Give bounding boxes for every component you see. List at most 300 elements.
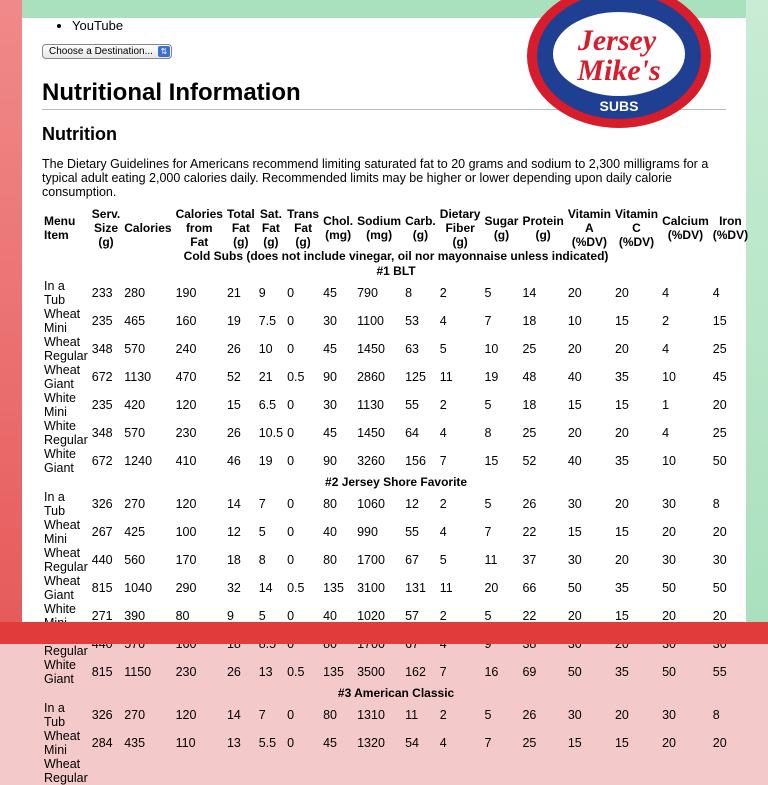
value-cell: 290 <box>175 580 197 595</box>
table-row <box>42 363 750 391</box>
value-cell: 1060 <box>357 496 385 511</box>
value-cell: 45 <box>323 735 337 750</box>
value-cell: 64 <box>405 425 419 440</box>
value-cell: 69 <box>522 664 537 679</box>
value-cell: 2 <box>439 285 447 300</box>
nutrition-table <box>42 207 750 785</box>
value-cell: 0 <box>287 707 295 722</box>
value-cell: 30 <box>662 552 676 567</box>
value-cell: 280 <box>124 285 146 300</box>
menu-item-cell: Wheat Regular <box>44 757 88 785</box>
value-cell: 14 <box>258 580 273 595</box>
menu-item-cell: White Mini <box>44 391 76 419</box>
value-cell: 990 <box>357 524 378 539</box>
value-cell: 50 <box>712 580 727 595</box>
value-cell: 410 <box>175 453 197 468</box>
column-header-line: (g) <box>452 235 468 249</box>
destination-select-label: Choose a Destination... <box>49 46 153 57</box>
value-cell: 26 <box>522 707 537 722</box>
table-row <box>42 307 750 335</box>
value-cell: 30 <box>567 707 582 722</box>
value-cell: 12 <box>226 524 241 539</box>
value-cell: 45 <box>323 425 337 440</box>
value-cell: 2 <box>439 397 447 412</box>
value-cell: 5 <box>484 397 492 412</box>
menu-item-cell: Wheat Giant <box>44 574 81 602</box>
value-cell: 50 <box>712 453 727 468</box>
column-header <box>285 207 321 249</box>
menu-item-cell: Wheat Mini <box>44 729 81 757</box>
value-cell: 1130 <box>124 369 152 384</box>
column-header-line: Fat <box>231 221 250 235</box>
nav-link-youtube[interactable]: • YouTube <box>72 18 726 34</box>
value-cell: 52 <box>226 369 241 384</box>
value-cell: 45 <box>323 341 337 356</box>
value-cell: 20 <box>614 707 629 722</box>
column-header-line: Fiber <box>445 221 475 235</box>
value-cell: 4 <box>662 425 670 440</box>
value-cell: 235 <box>91 397 113 412</box>
value-cell: 5.5 <box>258 735 277 750</box>
value-cell: 67 <box>405 552 419 567</box>
column-header-line: C <box>632 221 641 235</box>
menu-item-cell: Wheat Regular <box>44 546 88 574</box>
value-cell: 35 <box>614 580 629 595</box>
value-cell: 52 <box>522 453 537 468</box>
value-cell: 50 <box>662 580 676 595</box>
value-cell <box>285 757 321 785</box>
table-row <box>42 729 750 757</box>
value-cell <box>613 757 660 785</box>
column-header-line: (g) <box>493 228 510 242</box>
content <box>42 18 749 785</box>
value-cell: 20 <box>567 341 582 356</box>
value-cell: 1 <box>662 397 670 412</box>
value-cell: 18 <box>226 552 241 567</box>
value-cell: 14 <box>226 707 241 722</box>
value-cell: 7 <box>439 664 447 679</box>
value-cell: 18 <box>522 313 537 328</box>
value-cell: 40 <box>323 524 337 539</box>
column-header-line: (g) <box>233 235 249 249</box>
value-cell: 35 <box>614 664 629 679</box>
value-cell: 0 <box>287 608 295 623</box>
value-cell: 57 <box>405 608 419 623</box>
column-header-line: Sodium <box>357 214 402 228</box>
table-row <box>42 518 750 546</box>
destination-select[interactable] <box>42 44 172 59</box>
value-cell <box>355 757 403 785</box>
frame-left <box>0 0 22 644</box>
value-cell: 26 <box>522 496 537 511</box>
value-cell: 570 <box>124 341 146 356</box>
value-cell: 19 <box>226 313 241 328</box>
value-cell: 15 <box>614 608 629 623</box>
logo-top-text: SINCE 1956 <box>596 14 642 23</box>
table-row <box>42 419 750 447</box>
table-row <box>42 574 750 602</box>
column-header <box>520 207 565 249</box>
value-cell: 120 <box>175 397 197 412</box>
value-cell: 7 <box>258 496 266 511</box>
table-row <box>42 757 750 785</box>
value-cell: 20 <box>614 285 629 300</box>
value-cell: 790 <box>357 285 378 300</box>
value-cell: 8 <box>712 707 720 722</box>
column-header-line: Calories <box>175 207 223 221</box>
value-cell: 3100 <box>357 580 385 595</box>
menu-item-cell: White Regular <box>44 419 88 447</box>
value-cell: 18 <box>522 397 537 412</box>
value-cell: 20 <box>567 285 582 300</box>
column-header-line: Serv. <box>91 207 121 221</box>
menu-item-cell: In a Tub <box>44 701 66 729</box>
value-cell: 13 <box>258 664 273 679</box>
table-row <box>42 279 750 307</box>
value-cell: 10 <box>662 369 676 384</box>
value-cell: 4 <box>439 735 447 750</box>
value-cell: 170 <box>175 552 197 567</box>
column-header <box>482 207 520 249</box>
value-cell: 1130 <box>357 397 384 412</box>
column-header-line: Chol. <box>323 214 354 228</box>
menu-item-cell: White <box>44 602 76 616</box>
value-cell: 90 <box>323 369 337 384</box>
value-cell: 15 <box>567 397 582 412</box>
value-cell: 25 <box>712 341 727 356</box>
value-cell: 0 <box>287 397 295 412</box>
intro-text: The Dietary Guidelines for Americans recommend limiting saturated fat to 20 grams and sodium to 2,300 milligrams for a typical adult eating 2,000 calories daily. Recommended limits may be higher or lower depending upon daily calorie consumption. <box>42 157 709 199</box>
value-cell: 156 <box>405 453 426 468</box>
value-cell: 267 <box>91 524 113 539</box>
value-cell: 40 <box>323 608 337 623</box>
column-header-line: Vitamin <box>567 207 611 221</box>
value-cell: 90 <box>323 453 337 468</box>
value-cell: 110 <box>175 735 196 750</box>
frame-bottom <box>0 622 768 644</box>
column-header-line: Fat <box>294 221 313 235</box>
page <box>22 14 749 785</box>
value-cell <box>122 757 173 785</box>
column-header-line: Sugar <box>484 214 519 228</box>
value-cell: 2 <box>439 608 447 623</box>
value-cell: 15 <box>614 524 629 539</box>
value-cell: 815 <box>91 664 113 679</box>
column-header <box>566 207 613 249</box>
column-header-line: Menu Item <box>44 214 76 242</box>
value-cell: 4 <box>439 313 447 328</box>
value-cell: 7 <box>258 707 266 722</box>
value-cell: 2860 <box>357 369 385 384</box>
value-cell: 30 <box>567 496 582 511</box>
group-row <box>42 475 750 490</box>
value-cell: 0 <box>287 341 295 356</box>
page-title: Nutritional Information <box>42 79 726 110</box>
value-cell: 15 <box>226 397 241 412</box>
group-label: #1 BLT <box>376 264 416 278</box>
value-cell: 348 <box>91 425 113 440</box>
value-cell: 10 <box>567 313 582 328</box>
value-cell: 80 <box>323 552 337 567</box>
column-header <box>613 207 660 249</box>
value-cell: 1450 <box>357 425 385 440</box>
column-header-line: A <box>585 221 594 235</box>
value-cell: 30 <box>323 313 337 328</box>
value-cell: 8 <box>258 552 266 567</box>
value-cell: 55 <box>405 524 419 539</box>
value-cell: 7 <box>484 313 492 328</box>
value-cell: 0.5 <box>287 580 305 595</box>
value-cell: 11 <box>405 707 419 722</box>
value-cell: 80 <box>323 496 337 511</box>
value-cell: 135 <box>323 664 344 679</box>
value-cell: 326 <box>91 496 113 511</box>
menu-item-cell: Regular <box>44 644 88 658</box>
table-row <box>42 490 750 518</box>
value-cell: 63 <box>405 341 419 356</box>
value-cell: 233 <box>91 285 113 300</box>
table-row <box>42 335 750 363</box>
column-header <box>321 207 355 249</box>
value-cell: 425 <box>124 524 146 539</box>
value-cell: 470 <box>175 369 197 384</box>
menu-item-cell: White Giant <box>44 658 76 686</box>
column-header <box>355 207 403 249</box>
value-cell: 5 <box>258 524 266 539</box>
value-cell: 10.5 <box>258 425 284 440</box>
value-cell: 15 <box>567 524 582 539</box>
value-cell: 7 <box>439 453 447 468</box>
value-cell <box>482 757 520 785</box>
value-cell: 1450 <box>357 341 385 356</box>
column-header-line: (g) <box>535 228 551 242</box>
value-cell: 0.5 <box>287 369 305 384</box>
value-cell: 40 <box>567 369 582 384</box>
value-cell: 55 <box>712 664 727 679</box>
value-cell: 45 <box>323 285 337 300</box>
value-cell: 10 <box>662 453 676 468</box>
value-cell: 15 <box>484 453 499 468</box>
value-cell: 30 <box>712 552 727 567</box>
value-cell: 2 <box>662 313 670 328</box>
value-cell: 35 <box>614 369 629 384</box>
value-cell: 5 <box>258 608 266 623</box>
group-label: #2 Jersey Shore Favorite <box>325 475 468 489</box>
value-cell: 14 <box>226 496 241 511</box>
value-cell: 25 <box>712 425 727 440</box>
value-cell: 30 <box>662 496 676 511</box>
value-cell: 672 <box>91 453 113 468</box>
value-cell: 5 <box>484 608 492 623</box>
value-cell: 46 <box>226 453 241 468</box>
value-cell: 8 <box>484 425 492 440</box>
value-cell <box>438 757 483 785</box>
value-cell: 2 <box>439 496 447 511</box>
value-cell: 420 <box>124 397 146 412</box>
value-cell: 32 <box>226 580 241 595</box>
value-cell: 20 <box>662 735 676 750</box>
value-cell: 1040 <box>124 580 153 595</box>
column-header-line: Calories <box>124 221 172 235</box>
value-cell: 20 <box>567 608 582 623</box>
value-cell: 26 <box>226 664 241 679</box>
value-cell: 20 <box>712 608 727 623</box>
column-header-line: Trans <box>287 207 320 221</box>
column-header-line: Carb. <box>405 214 436 228</box>
column-header-line: Protein <box>522 214 564 228</box>
value-cell: 815 <box>91 580 113 595</box>
value-cell: 11 <box>439 369 453 384</box>
column-header-line: Fat <box>261 221 280 235</box>
value-cell: 30 <box>662 707 676 722</box>
value-cell: 54 <box>405 735 419 750</box>
value-cell: 22 <box>522 608 537 623</box>
value-cell: 0 <box>287 425 295 440</box>
table-header-row <box>42 207 750 249</box>
value-cell <box>711 757 750 785</box>
column-header-line: Calcium <box>662 214 709 228</box>
value-cell: 48 <box>522 369 537 384</box>
value-cell: 19 <box>484 369 499 384</box>
menu-item-cell: In a Tub <box>44 279 66 307</box>
value-cell: 66 <box>522 580 537 595</box>
value-cell <box>403 757 438 785</box>
table-row <box>42 391 750 419</box>
value-cell: 8 <box>405 285 413 300</box>
value-cell: 7.5 <box>258 313 277 328</box>
value-cell <box>520 757 565 785</box>
group-row <box>42 264 750 279</box>
value-cell: 230 <box>175 425 197 440</box>
value-cell: 240 <box>175 341 197 356</box>
column-header-line: Iron <box>719 214 742 228</box>
value-cell <box>257 757 285 785</box>
table-body <box>42 249 750 785</box>
menu-item-cell: Wheat Mini <box>44 518 81 546</box>
value-cell: 15 <box>567 735 582 750</box>
table-row <box>42 447 750 475</box>
value-cell: 4 <box>662 285 670 300</box>
value-cell: 15 <box>614 397 629 412</box>
menu-item-cell: Wheat Giant <box>44 363 81 391</box>
value-cell: 20 <box>567 425 582 440</box>
column-header <box>90 207 122 249</box>
value-cell: 21 <box>226 285 241 300</box>
value-cell: 37 <box>522 552 537 567</box>
column-header-line: Size <box>93 221 118 235</box>
value-cell: 19 <box>258 453 273 468</box>
menu-item-cell: In a Tub <box>44 490 66 518</box>
value-cell: 1150 <box>124 664 152 679</box>
value-cell: 120 <box>175 707 197 722</box>
value-cell: 20 <box>712 524 727 539</box>
column-header-line: (mg) <box>325 228 352 242</box>
value-cell: 53 <box>405 313 419 328</box>
value-cell <box>90 757 122 785</box>
value-cell: 5 <box>439 552 447 567</box>
value-cell: 14 <box>522 285 537 300</box>
value-cell: 2 <box>439 707 447 722</box>
value-cell: 0 <box>287 453 295 468</box>
category-label: Cold Subs (does not include vinegar, oil nor mayonnaise unless indicated) <box>183 249 609 263</box>
value-cell: 1240 <box>124 453 153 468</box>
value-cell: 22 <box>522 524 537 539</box>
column-header-line: from Fat <box>185 221 213 249</box>
column-header <box>225 207 257 249</box>
column-header-line: (mg) <box>366 228 393 242</box>
value-cell: 465 <box>124 313 146 328</box>
value-cell: 20 <box>712 397 727 412</box>
value-cell <box>566 757 613 785</box>
value-cell: 162 <box>405 664 426 679</box>
value-cell: 4 <box>439 425 447 440</box>
value-cell: 4 <box>439 524 447 539</box>
value-cell: 20 <box>614 341 629 356</box>
jersey-mikes-logo <box>524 14 724 118</box>
value-cell: 7 <box>484 524 492 539</box>
value-cell: 120 <box>175 496 197 511</box>
menu-item-cell: White Giant <box>44 447 76 475</box>
column-header-line: Sat. <box>259 207 282 221</box>
value-cell: 0 <box>287 524 295 539</box>
column-header-line: (g) <box>263 235 279 249</box>
value-cell <box>225 757 257 785</box>
value-cell: 15 <box>712 313 727 328</box>
value-cell: 135 <box>323 580 344 595</box>
value-cell: 40 <box>567 453 582 468</box>
value-cell: 0 <box>287 496 295 511</box>
column-header <box>660 207 711 249</box>
value-cell: 100 <box>175 524 197 539</box>
category-row <box>42 249 750 264</box>
table-row <box>42 658 750 686</box>
value-cell: 80 <box>175 608 190 623</box>
value-cell <box>660 757 711 785</box>
value-cell: 190 <box>175 285 197 300</box>
column-header <box>711 207 750 249</box>
value-cell: 12 <box>405 496 419 511</box>
value-cell: 20 <box>484 580 499 595</box>
value-cell: 25 <box>522 425 537 440</box>
value-cell: 35 <box>614 453 629 468</box>
value-cell: 13 <box>226 735 241 750</box>
column-header-line: (%DV) <box>712 228 749 242</box>
column-header <box>42 207 90 249</box>
value-cell: 1020 <box>357 608 385 623</box>
value-cell: 30 <box>567 552 582 567</box>
value-cell: 160 <box>175 313 197 328</box>
value-cell: 271 <box>91 608 113 623</box>
column-header <box>174 207 225 249</box>
value-cell: 0 <box>287 313 295 328</box>
value-cell: 21 <box>258 369 273 384</box>
section-title: Nutrition <box>42 124 117 144</box>
value-cell <box>174 757 225 785</box>
value-cell: 25 <box>522 735 537 750</box>
value-cell: 15 <box>614 735 629 750</box>
value-cell: 30 <box>323 397 337 412</box>
value-cell: 25 <box>522 341 537 356</box>
value-cell: 16 <box>484 664 499 679</box>
value-cell: 50 <box>567 580 582 595</box>
value-cell: 4 <box>712 285 720 300</box>
value-cell: 0.5 <box>287 664 305 679</box>
value-cell: 10 <box>484 341 499 356</box>
value-cell: 570 <box>124 425 146 440</box>
value-cell: 20 <box>614 496 629 511</box>
value-cell: 11 <box>439 580 453 595</box>
value-cell: 8 <box>712 496 720 511</box>
